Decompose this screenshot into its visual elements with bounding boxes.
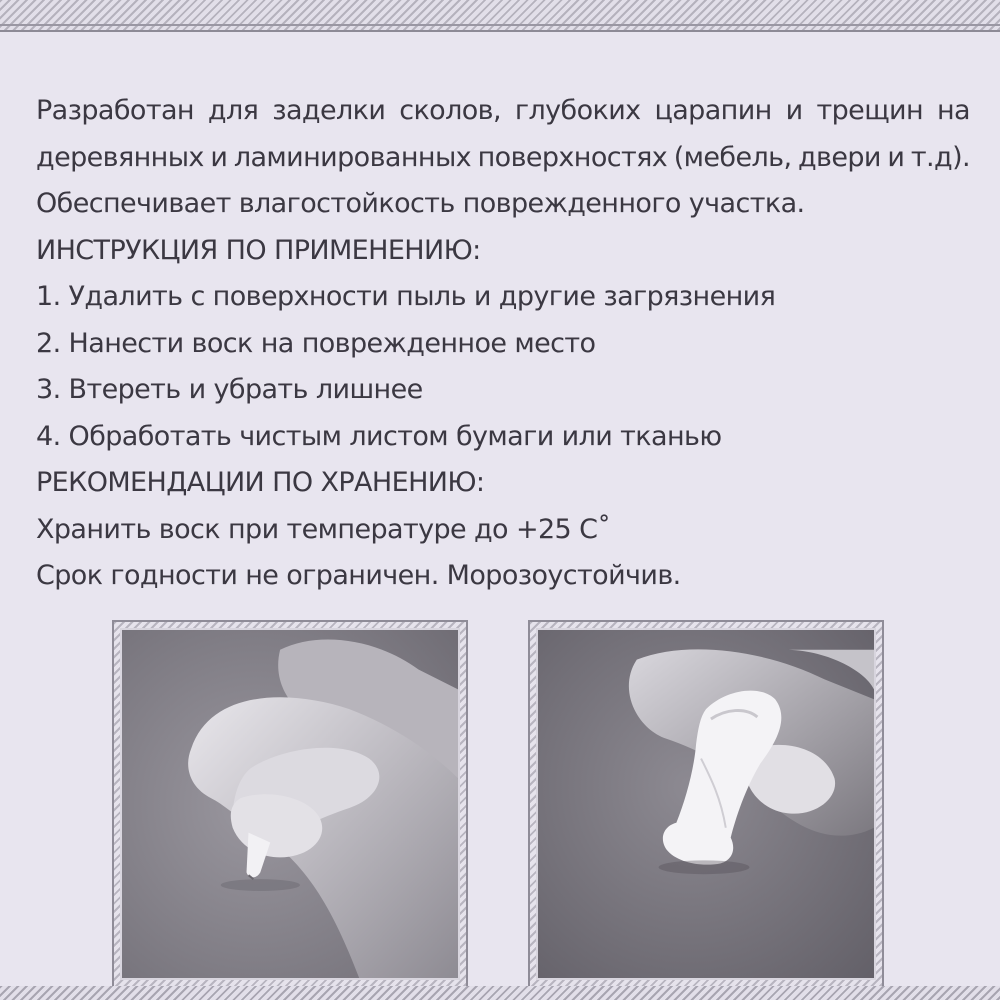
intro-line-1-word: трещин	[816, 95, 924, 126]
intro-line-2-word: деревянных	[36, 141, 204, 173]
instruction-text	[36, 88, 970, 600]
storage-heading: РЕКОМЕНДАЦИИ ПО ХРАНЕНИЮ:	[36, 467, 485, 498]
rub-wax-photo-frame	[528, 620, 884, 988]
intro-line-3: Обеспечивает влагостойкость поврежденного участка.	[36, 188, 805, 219]
intro-line-1	[36, 88, 970, 135]
rub-wax-photo	[536, 628, 876, 980]
bottom-decorative-stripe	[0, 986, 1000, 1000]
step-3: 3. Втереть и убрать лишнее	[36, 374, 423, 405]
usage-heading: ИНСТРУКЦИЯ ПО ПРИМЕНЕНИЮ:	[36, 234, 481, 266]
intro-line-1-word: и	[785, 95, 803, 126]
intro-line-1-word: царапин	[654, 95, 772, 126]
intro-line-1-word: сколов,	[399, 95, 501, 126]
intro-line-2-word: и	[210, 141, 228, 173]
shelf-life: Срок годности не ограничен. Морозоустойчив.	[36, 560, 681, 591]
rub-wax-illustration	[538, 630, 874, 978]
step-2: 2. Нанести воск на поврежденное место	[36, 327, 596, 359]
intro-line-2-word: двери	[797, 141, 881, 173]
apply-wax-photo-frame	[112, 620, 468, 988]
top-decorative-stripe	[0, 0, 1000, 32]
intro-line-2-word: т.д).	[910, 141, 970, 173]
intro-line-2-word: (мебель,	[673, 141, 792, 173]
apply-wax-illustration	[122, 630, 458, 978]
apply-wax-photo	[120, 628, 460, 980]
step-1: 1. Удалить с поверхности пыль и другие загрязнения	[36, 281, 776, 312]
intro-line-1-word: глубоких	[514, 95, 641, 126]
intro-line-2	[36, 135, 970, 182]
intro-line-1-word: для	[207, 95, 259, 126]
intro-line-1-word: на	[936, 95, 970, 126]
intro-line-2-word: поверхностях	[477, 141, 668, 173]
intro-line-2-word: ламинированных	[233, 141, 472, 173]
step-4: 4. Обработать чистым листом бумаги или тканью	[36, 420, 722, 452]
intro-line-2-word: и	[887, 141, 905, 173]
intro-line-1-word: заделки	[272, 95, 386, 126]
storage-temperature: Хранить воск при температуре до +25 С˚	[36, 513, 611, 545]
intro-line-1-word: Разработан	[36, 95, 194, 126]
